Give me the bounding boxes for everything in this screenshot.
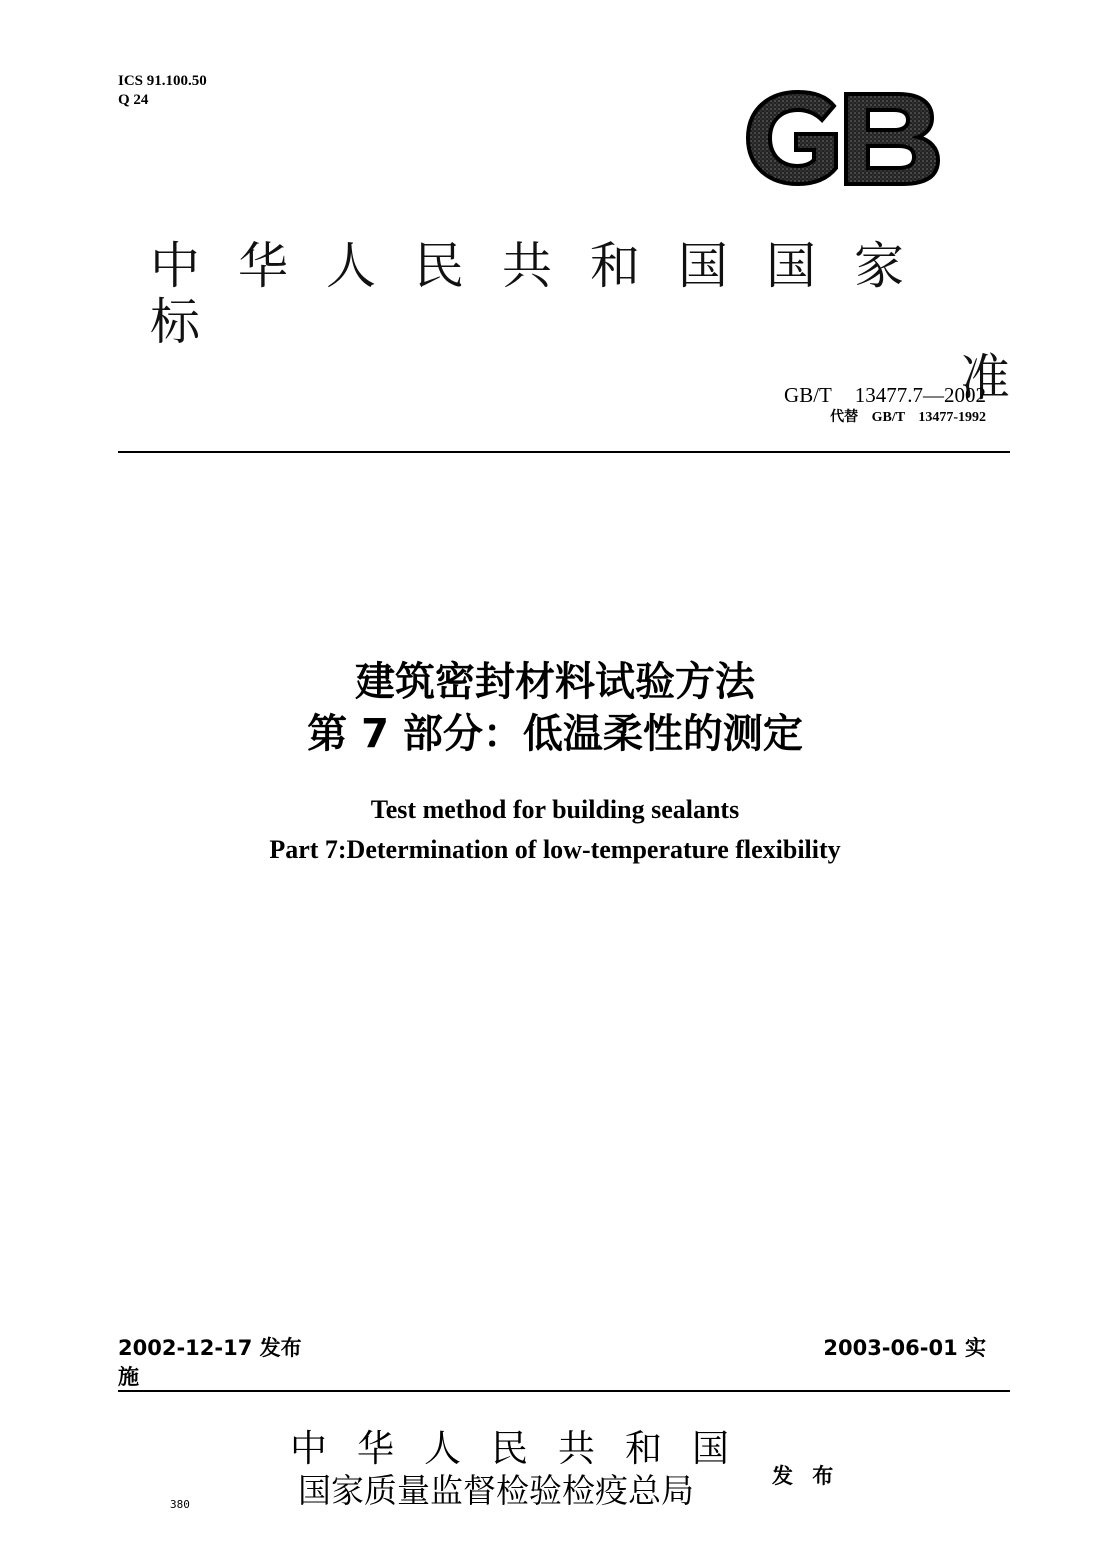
national-standard-heading xyxy=(150,238,1010,406)
standard-number-block xyxy=(784,382,986,428)
english-title-line1: Test method for building sealants xyxy=(370,795,740,824)
issue-date: 2002-12-17 发布 xyxy=(118,1336,302,1360)
issue-date-block xyxy=(118,1334,318,1392)
classification-codes xyxy=(118,72,207,110)
footer-divider xyxy=(118,1390,1010,1392)
gb-logo xyxy=(742,88,942,188)
chinese-title-line2: 第 7 部分：低温柔性的测定 xyxy=(307,711,803,757)
standard-code: GB/T 13477.7—2002 xyxy=(784,383,986,407)
implementation-date: 2003-06-01 实 xyxy=(823,1336,986,1360)
ics-code: ICS 91.100.50 xyxy=(118,73,207,89)
header-divider xyxy=(118,451,1010,453)
national-standard-heading-line1: 中华人民共和国国家标 xyxy=(150,237,942,351)
english-title-line2: Part 7:Determination of low-temperature flexibility xyxy=(269,835,841,864)
issuer-country: 中华人民共和国 xyxy=(290,1427,759,1470)
publish-label: 发 布 xyxy=(772,1464,834,1488)
chinese-title-line1: 建筑密封材料试验方法 xyxy=(355,659,755,705)
national-standard-heading-line2: 准 xyxy=(960,349,1010,407)
replaced-standard: 代替 GB/T 13477-1992 xyxy=(830,410,986,425)
ccs-code: Q 24 xyxy=(118,92,149,108)
issuer-agency: 国家质量监督检验检疫总局 xyxy=(298,1471,694,1510)
page-number: 380 xyxy=(170,1498,190,1511)
issue-date-wrap: 施 xyxy=(118,1365,139,1389)
